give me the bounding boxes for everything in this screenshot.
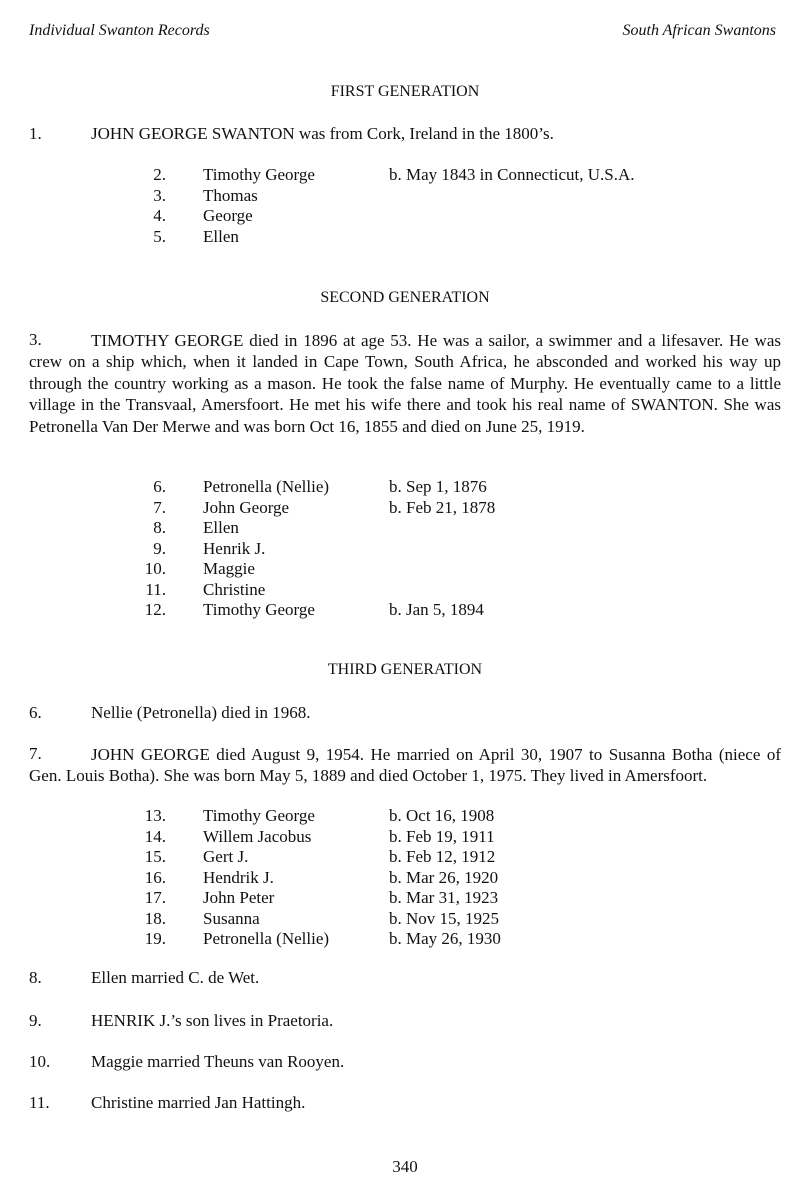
entry-number: 7. <box>29 744 42 763</box>
section-heading-second-generation: SECOND GENERATION <box>320 289 490 306</box>
list-item <box>140 806 740 827</box>
children-list <box>140 165 740 247</box>
child-number: 8. <box>153 518 166 537</box>
child-name: Petronella (Nellie) <box>203 929 330 948</box>
child-name: Henrik J. <box>203 538 266 558</box>
children-list <box>140 477 740 621</box>
list-item <box>140 165 740 186</box>
list-item <box>140 186 740 207</box>
list-item <box>140 827 740 848</box>
child-birth: b. Nov 15, 1925 <box>389 908 500 928</box>
child-number: 4. <box>153 206 166 225</box>
child-name: Thomas <box>203 185 258 205</box>
entry-text: Maggie married Theuns van Rooyen. <box>91 1052 345 1071</box>
child-birth: b. Feb 12, 1912 <box>389 847 496 866</box>
entry-number: 3. <box>29 330 42 349</box>
entry-text: Christine married Jan Hattingh. <box>91 1093 306 1112</box>
list-item <box>140 518 740 539</box>
child-name: Gert J. <box>203 847 249 866</box>
child-name: Ellen <box>203 518 239 537</box>
child-number: 10. <box>144 559 166 578</box>
child-number: 16. <box>144 867 166 887</box>
child-name: Timothy George <box>203 806 315 825</box>
child-number: 7. <box>153 497 166 517</box>
list-item <box>140 909 740 930</box>
entry-number: 9. <box>29 1011 42 1030</box>
page-number: 340 <box>392 1157 418 1176</box>
child-number: 15. <box>144 847 166 866</box>
entry-text: Nellie (Petronella) died in 1968. <box>91 703 311 722</box>
list-item <box>140 847 740 868</box>
entry-text: HENRIK J.’s son lives in Praetoria. <box>91 1011 334 1030</box>
entry-paragraph <box>29 744 781 787</box>
entry-number: 6. <box>29 703 42 722</box>
child-number: 3. <box>153 185 166 205</box>
running-header-left: Individual Swanton Records <box>29 22 210 39</box>
child-name: Hendrik J. <box>203 867 274 887</box>
list-item <box>140 868 740 889</box>
child-number: 9. <box>153 538 166 558</box>
child-birth: b. Feb 19, 1911 <box>389 826 495 846</box>
entry-text: JOHN GEORGE SWANTON was from Cork, Ireland in the 1800’s. <box>91 124 554 143</box>
child-name: John Peter <box>203 888 275 907</box>
child-birth: b. May 1843 in Connecticut, U.S.A. <box>389 165 635 184</box>
child-name: Christine <box>203 579 266 599</box>
child-name: Ellen <box>203 226 239 246</box>
section-heading-third-generation: THIRD GENERATION <box>327 661 483 678</box>
children-list <box>140 806 740 950</box>
list-item <box>140 206 740 227</box>
child-number: 13. <box>144 806 166 825</box>
list-item <box>140 227 740 248</box>
list-item <box>140 888 740 909</box>
child-name: Timothy George <box>203 165 315 184</box>
child-birth: b. May 26, 1930 <box>389 929 501 948</box>
child-number: 2. <box>153 165 166 184</box>
child-birth: b. Mar 26, 1920 <box>389 867 499 887</box>
child-birth: b. Mar 31, 1923 <box>389 888 499 907</box>
entry-text: JOHN GEORGE died August 9, 1954. He married on April 30, 1907 to Susanna Botha (niece of Gen. Louis Botha). She was born May 5, 1889 and died October 1, 1975. They lived in Amersfoort. <box>29 745 781 786</box>
entry-number: 11. <box>29 1093 50 1112</box>
child-name: George <box>203 206 253 225</box>
child-name: Petronella (Nellie) <box>203 477 330 496</box>
entry-number: 1. <box>29 124 42 143</box>
entry-number: 10. <box>29 1052 51 1071</box>
child-name: Susanna <box>203 908 260 928</box>
child-number: 19. <box>144 929 166 948</box>
child-name: Timothy George <box>203 600 315 619</box>
child-number: 11. <box>145 579 166 599</box>
list-item <box>140 600 740 621</box>
child-number: 6. <box>153 477 166 496</box>
list-item <box>140 559 740 580</box>
child-number: 17. <box>144 888 166 907</box>
list-item <box>140 498 740 519</box>
child-birth: b. Sep 1, 1876 <box>389 477 487 496</box>
child-name: Maggie <box>203 559 255 578</box>
child-number: 12. <box>144 600 166 619</box>
child-birth: b. Feb 21, 1878 <box>389 497 496 517</box>
entry-text: Ellen married C. de Wet. <box>91 968 260 987</box>
list-item <box>140 929 740 950</box>
list-item <box>140 539 740 560</box>
child-birth: b. Oct 16, 1908 <box>389 806 495 825</box>
list-item <box>140 580 740 601</box>
entry-paragraph <box>29 330 781 437</box>
child-number: 5. <box>153 226 166 246</box>
child-birth: b. Jan 5, 1894 <box>389 600 484 619</box>
child-number: 18. <box>144 908 166 928</box>
child-number: 14. <box>144 826 166 846</box>
entry-number: 8. <box>29 968 42 987</box>
entry-text: TIMOTHY GEORGE died in 1896 at age 53. He was a sailor, a swimmer and a lifesaver. He was crew on a ship which, when it landed in Cape Town, South Africa, he absconded and worked his way up through the country working as a mason. He took the false name of Murphy. He eventually came to a little village in the Transvaal, Amersfoort. He met his wife there and took his real name of SWANTON. She was Petronella Van Der Merwe and was born Oct 16, 1855 and died on June 25, 1919. <box>29 331 781 436</box>
section-heading-first-generation: FIRST GENERATION <box>330 83 480 100</box>
child-name: John George <box>203 497 290 517</box>
list-item <box>140 477 740 498</box>
running-header-right: South African Swantons <box>622 22 776 39</box>
child-name: Willem Jacobus <box>203 826 312 846</box>
